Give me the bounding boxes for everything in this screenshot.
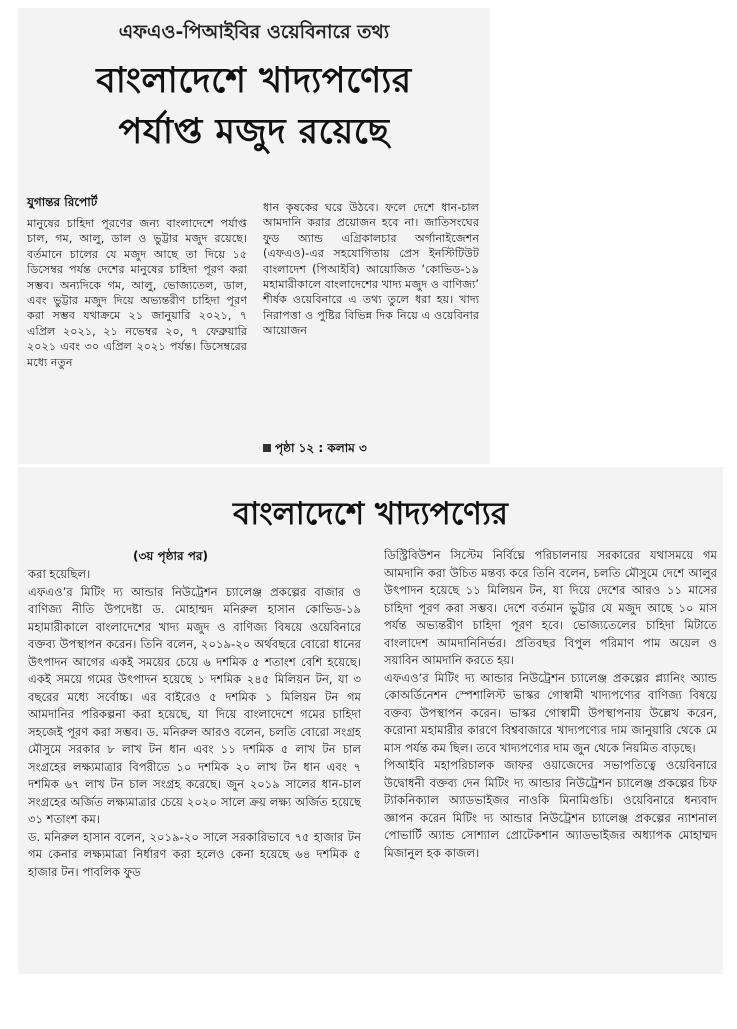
paragraph: এফএও’র মিটিং দ্য আন্ডার নিউট্রেশন চ্যালেঞ্জ প্রকল্পের প্ল্যানিং অ্যান্ড কোঅর্ডিনেশন স্পেশালিস্ট ভাস্কর গোস্বামী খাদ্যপণ্যের বাণিজ্য বিষয়ে বক্তব্য উপস্থাপন করেন। ভাস্কর গোস্বামী উপস্থাপনায় উল্লেখ করেন, করোনা মহামারীর কারণে বিশ্ববাজারে খাদ্যপণ্যের দাম জানুয়ারি থেকে মে মাস পর্যন্ত কম ছিল। তবে খাদ্যপণ্যের দাম জুন থেকে নিয়মিত বাড়ছে। (384, 670, 717, 755)
paragraph: ড. মনিরুল হাসান বলেন, ২০১৯-২০ সালে সরকারিভাবে ৭৫ হাজার টন গম কেনার লক্ষ্যমাত্রা নির্ধারণ করা হলেও কেনা হয়েছে ৬৪ দশমিক ৫ হাজার টন। পাবলিক ফুড (28, 829, 361, 879)
bottom-article-clipping (18, 467, 723, 974)
article-column-left (28, 566, 361, 964)
kicker: এফএও-পিআইবির ওয়েবিনারে তথ্য (118, 21, 390, 43)
paragraph: এফএও’র মিটিং দ্য আন্ডার নিউট্রেশন চ্যালেঞ্জ প্রকল্পের বাজার ও বাণিজ্য নীতি উপদেষ্টা ড. মোহাম্মদ মনিরুল হাসান কোভিড-১৯ মহামারীকালে বাংলাদেশের খাদ্য মজুদ ও বাণিজ্য বিষয়ে ওয়েবিনারে বক্তব্য উপস্থাপন করেন। তিনি বলেন, ২০১৯-২০ অর্থবছরে বোরো ধানের উৎপাদন আগের একই সময়ের চেয়ে ৬ দশমিক ৫ শতাংশ বেশি হয়েছে। একই সময়ে গমের উৎপাদন হয়েছে ১ দশমিক ২৪৫ মিলিয়ন টন, যা ৩ বছরের মধ্যে সর্বোচ্চ। এর বাইরেও ৫ দশমিক ১ মিলিয়ন টন গম আমদানির পরিকল্পনা করা হয়েছে, যা দিয়ে বাংলাদেশে গমের চাহিদা সহজেই পূরণ করা সম্ভব। ড. মনিরুল আরও বলেন, চলতি বোরো সংগ্রহ মৌসুমে সরকার ৮ লাখ টন ধান এবং ১১ দশমিক ৫ লাখ টন চাল সংগ্রহের লক্ষ্যমাত্রার বিপরীতে ১০ দশমিক ২০ লাখ টন ধান এবং ৭ দশমিক ৬৭ লাখ টন চাল সংগ্রহ করেছে। জুন ২০১৯ সালের ধান-চাল সংগ্রহের অর্জিত লক্ষ্যমাত্রার চেয়ে ২০২০ সালে ক্রয় লক্ষ্য অর্জিত হয়েছে ৩১ শতাংশ কম। (28, 584, 361, 826)
top-article-clipping (18, 8, 490, 464)
byline: যুগান্তর রিপোর্ট (27, 195, 98, 209)
article-column-right: ধান কৃষকের ঘরে উঠবে। ফলে দেশে ধান-চাল আমদানি করার প্রয়োজন হবে না। জাতিসংঘের ফুড অ্যান্ড এগ্রিকালচার অর্গানাইজেশন (এফএও)-এর সহযোগিতায় প্রেস ইনস্টিটিউট বাংলাদেশ (পিআইবি) আয়োজিত ‘কোভিড-১৯ মহামারীকালে বাংলাদেশের খাদ্য মজুদ ও বাণিজ্য’ শীর্ষক ওয়েবিনারে এ তথ্য তুলে ধরা হয়। খাদ্য নিরাপত্তা ও পুষ্টির বিভিন্ন দিক নিয়ে এ ওয়েবিনার আয়োজন (263, 201, 479, 338)
headline-line-1: বাংলাদেশে খাদ্যপণ্যের (96, 61, 412, 101)
square-bullet-icon (263, 444, 271, 452)
continued-from-label: (৩য় পৃষ্ঠার পর) (133, 549, 208, 563)
continuation-note (263, 440, 367, 460)
article-column-right (384, 547, 717, 967)
paragraph: ডিস্ট্রিবিউশন সিস্টেম নির্বিঘ্নে পরিচালনায় সরকারের যথাসময়ে গম আমদানি করা উচিত মন্তব্য করে তিনি বলেন, চলতি মৌসুমে দেশে আলুর উৎপাদন হয়েছে ১১ মিলিয়ন টন, যা দিয়ে দেশের আরও ১১ মাসের চাহিদা পূরণ করা সম্ভব। দেশে বর্তমান ভুট্টার যে মজুদ আছে ১০ মাস পর্যন্ত অভ্যন্তরীণ চাহিদা পূরণ হবে। ভোজ্যতেলের চাহিদা মিটাতে বাংলাদেশ আমদানিনির্ভর। প্রতিবছর বিপুল পরিমাণ পাম অয়েল ও সয়াবিন আমদানি করতে হয়। (384, 548, 717, 667)
headline-line-2: পর্যাপ্ত মজুদ রয়েছে (118, 112, 390, 152)
article-column-left: মানুষের চাহিদা পূরণের জন্য বাংলাদেশে পর্যাপ্ত চাল, গম, আলু, ডাল ও ভুট্টার মজুদ রয়েছে। বর্তমানে চালের যে মজুদ আছে তা দিয়ে ১৫ ডিসেম্বর পর্যন্ত দেশের মানুষের চাহিদা পূরণ করা সম্ভব। অন্যদিকে গম, আলু, ভোজ্যতেল, ডাল, এবং ভুট্টার মজুদ দিয়ে অভ্যন্তরীণ চাহিদা পূরণ করা সম্ভব যথাক্রমে ২১ জানুয়ারি ২০২১, ৭ এপ্রিল ২০২১, ২১ নভেম্বর ২০, ৭ ফেব্রুয়ারি ২০২১ এবং ৩০ এপ্রিল ২০২১ পর্যন্ত। ডিসেম্বরের মধ্যে নতুন (27, 217, 247, 369)
continued-headline: বাংলাদেশে খাদ্যপণ্যের (233, 496, 508, 532)
paragraph: পিআইবি মহাপরিচালক জাফর ওয়াজেদের সভাপতিত্বে ওয়েবিনারে উদ্বোধনী বক্তব্য দেন মিটিং দ্য আন্ডার নিউট্রেশন চ্যালেঞ্জ প্রকল্পের চিফ ট্যাকনিক্যাল অ্যাডভাইজর নাওকি মিনামিগুচি। ওয়েবিনারে ধন্যবাদ জ্ঞাপন করেন মিটিং দ্য আন্ডার নিউট্রেশন চ্যালেঞ্জ প্রকল্পের ন্যাশনাল পোভার্টি অ্যান্ড সোশ্যাল প্রোটেকশান অ্যাডভাইজর অধ্যাপক মোহাম্মদ মিজানুল হক কাজল। (384, 758, 717, 860)
continuation-text: পৃষ্ঠা ১২ : কলাম ৩ (275, 441, 367, 455)
paragraph: করা হয়েছিল। (28, 567, 91, 581)
